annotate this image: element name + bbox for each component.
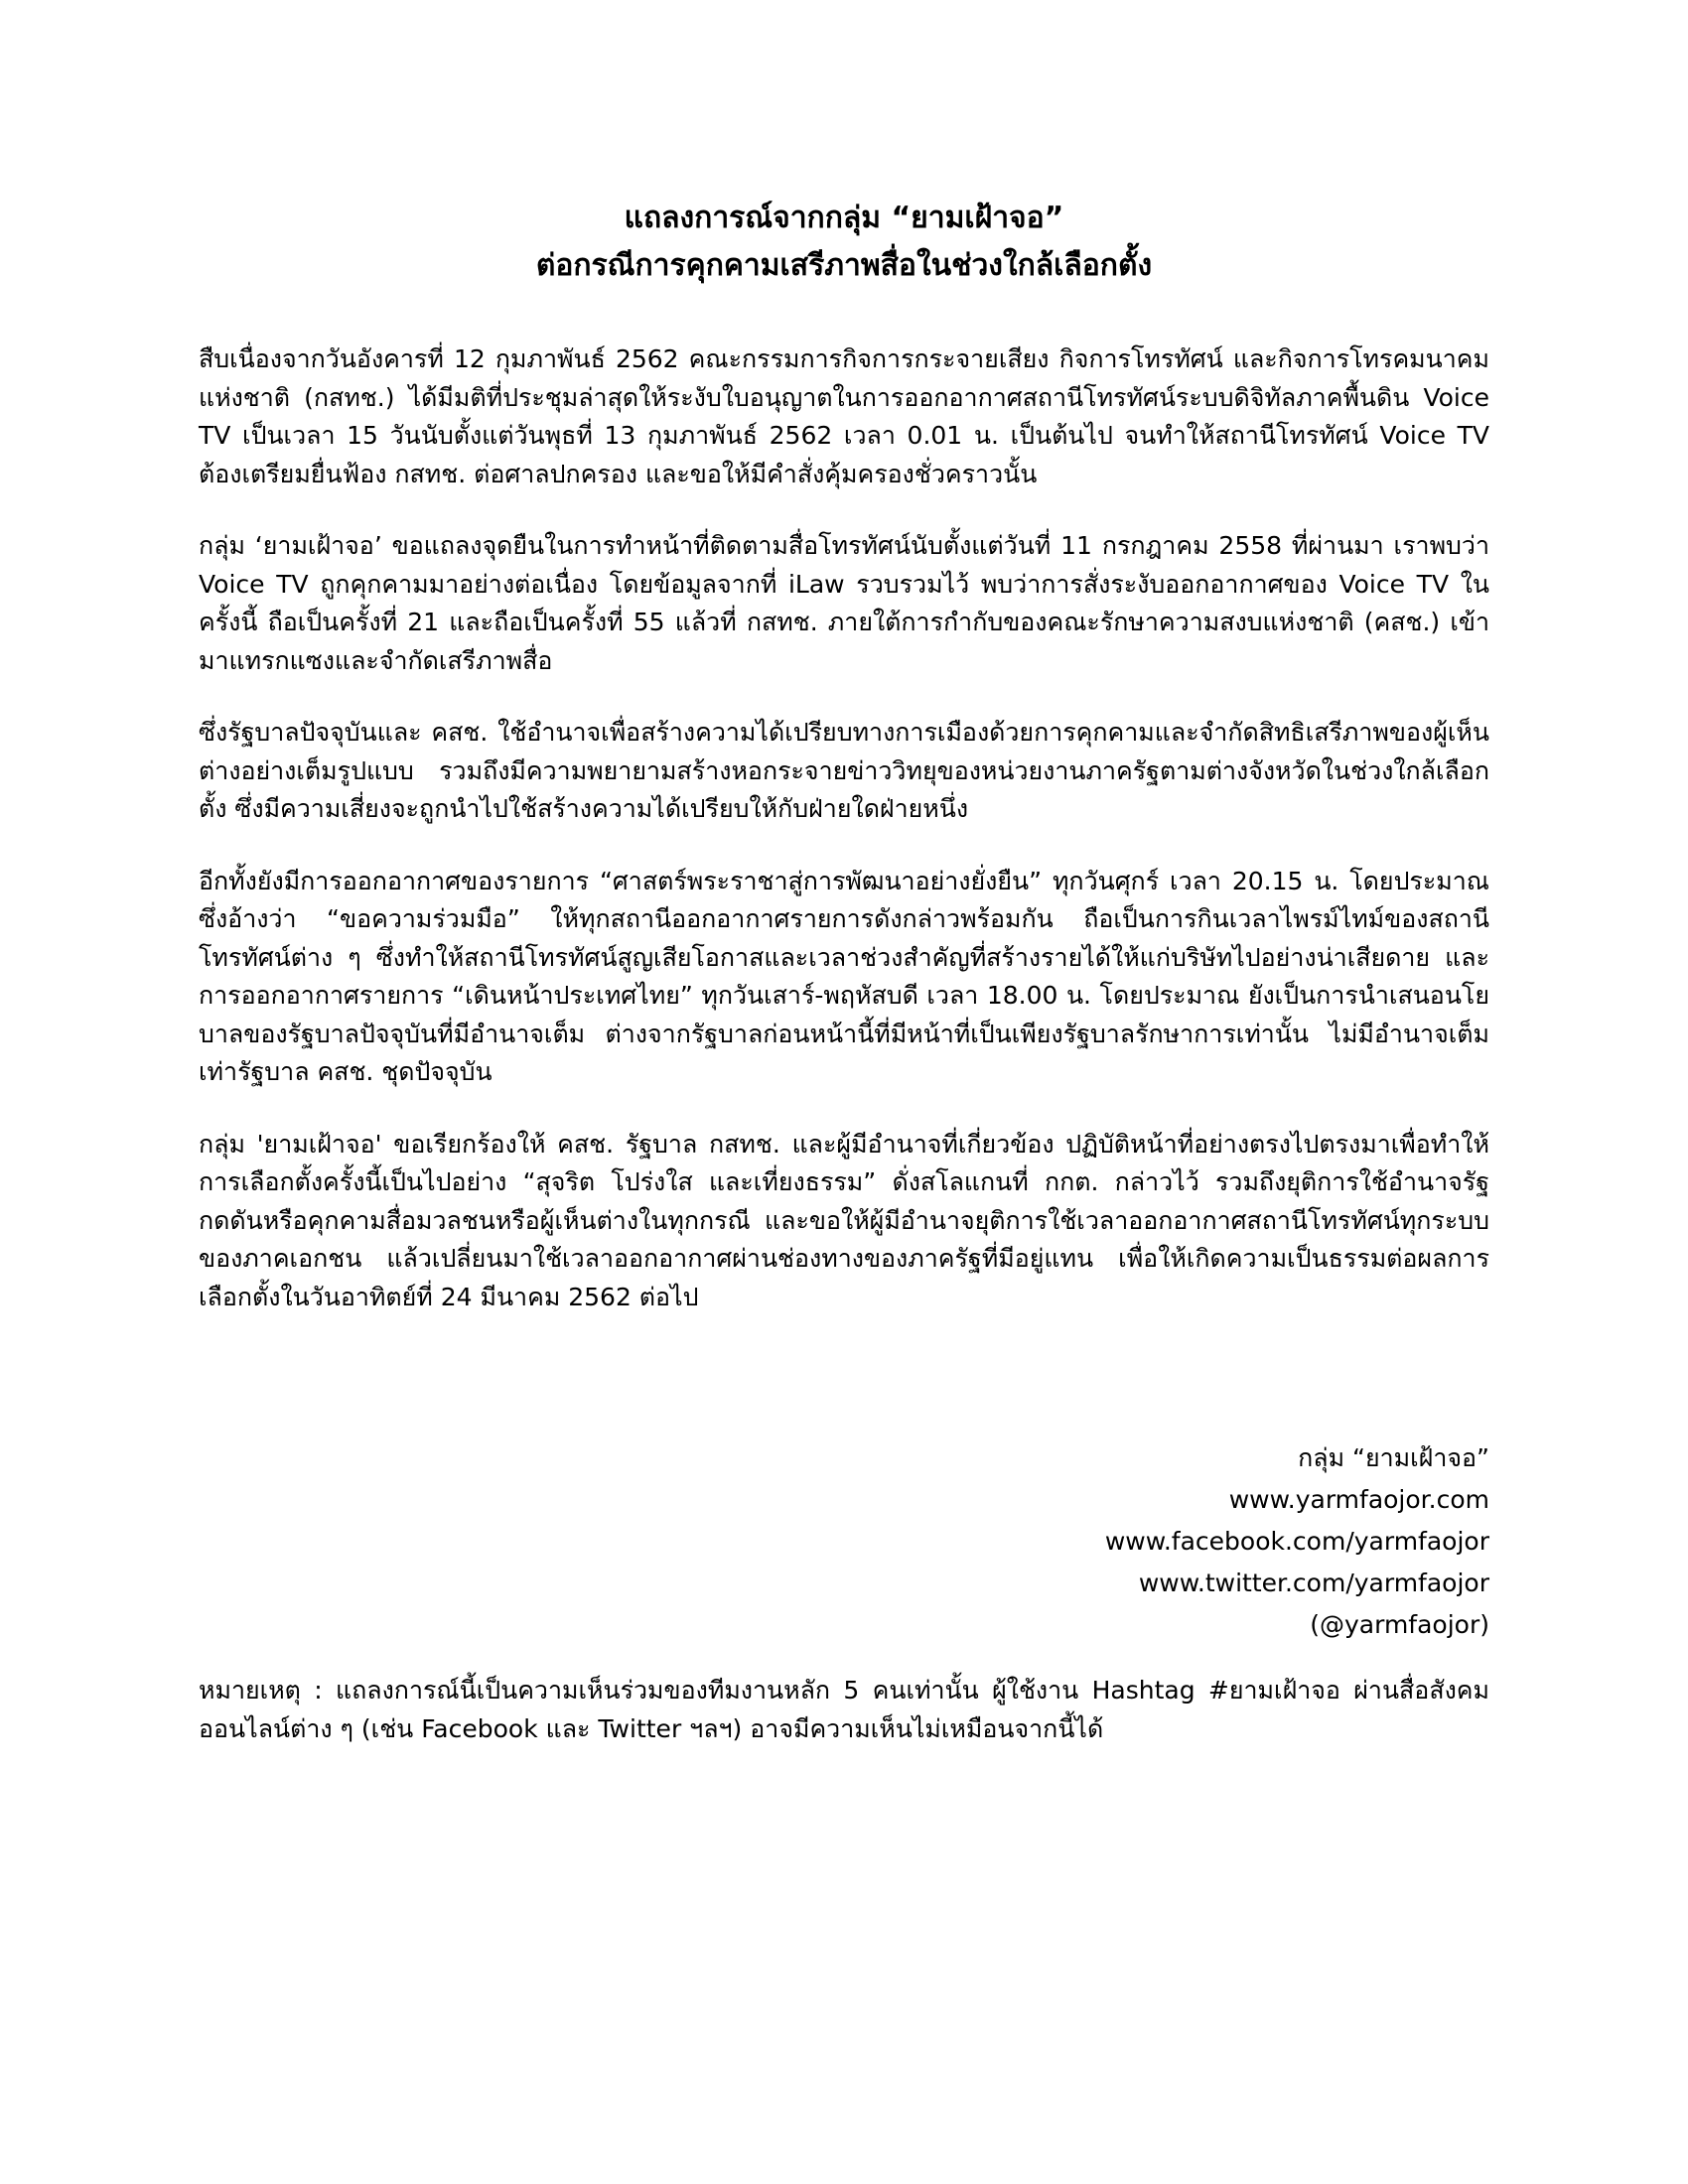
statement-body	[199, 341, 1489, 1350]
signature-block	[1105, 1437, 1489, 1646]
signature-handle: (@yarmfaojor)	[1310, 1610, 1489, 1639]
title-line-1: แถลงการณ์จากกลุ่ม “ยามเฝ้าจอ”	[624, 201, 1064, 235]
title-line-2: ต่อกรณีการคุกคามเสรีภาพสื่อในช่วงใกล้เลือกตั้ง	[535, 248, 1153, 283]
document-title	[0, 195, 1688, 290]
paragraph-2: กลุ่ม ‘ยามเฝ้าจอ’ ขอแถลงจุดยืนในการทำหน้าที่ติดตามสื่อโทรทัศน์นับตั้งแต่วันที่ 11 กรกฎาคม 2558 ที่ผ่านมา เราพบว่า Voice TV ถูกคุกคามมาอย่างต่อเนื่อง โดยข้อมูลจากที่ iLaw รวบรวมไว้ พบว่าการสั่งระงับออกอากาศของ Voice TV ในครั้งนี้ ถือเป็นครั้งที่ 21 และถือเป็นครั้งที่ 55 แล้วที่ กสทช. ภายใต้การกำกับของคณะรักษาความสงบแห่งชาติ (คสช.) เข้ามาแทรกแซงและจำกัดเสรีภาพสื่อ	[199, 531, 1489, 675]
signature-twitter: www.twitter.com/yarmfaojor	[1138, 1569, 1489, 1597]
paragraph-3: ซึ่งรัฐบาลปัจจุบันและ คสช. ใช้อำนาจเพื่อสร้างความได้เปรียบทางการเมืองด้วยการคุกคามและจำกัดสิทธิเสรีภาพของผู้เห็นต่างอย่างเต็มรูปแบบ รวมถึงมีความพยายามสร้างหอกระจายข่าววิทยุของหน่วยงานภาครัฐตามต่างจังหวัดในช่วงใกล้เลือกตั้ง ซึ่งมีความเสี่ยงจะถูกนำไปใช้สร้างความได้เปรียบให้กับฝ่ายใดฝ่ายหนึ่ง	[199, 718, 1489, 823]
footnote: หมายเหตุ : แถลงการณ์นี้เป็นความเห็นร่วมของทีมงานหลัก 5 คนเท่านั้น ผู้ใช้งาน Hashtag #ยามเฝ้าจอ ผ่านสื่อสังคมออนไลน์ต่าง ๆ (เช่น Facebook และ Twitter ฯลฯ) อาจมีความเห็นไม่เหมือนจากนี้ได้	[199, 1676, 1489, 1743]
paragraph-4: อีกทั้งยังมีการออกอากาศของรายการ “ศาสตร์พระราชาสู่การพัฒนาอย่างยั่งยืน” ทุกวันศุกร์ เวลา 20.15 น. โดยประมาณ ซึ่งอ้างว่า “ขอความร่วมมือ” ให้ทุกสถานีออกอากาศรายการดังกล่าวพร้อมกัน ถือเป็นการกินเวลาไพรม์ไทม์ของสถานีโทรทัศน์ต่าง ๆ ซึ่งทำให้สถานีโทรทัศน์สูญเสียโอกาสและเวลาช่วงสำคัญที่สร้างรายได้ให้แก่บริษัทไปอย่างน่าเสียดาย และการออกอากาศรายการ “เดินหน้าประเทศไทย” ทุกวันเสาร์-พฤหัสบดี เวลา 18.00 น. โดยประมาณ ยังเป็นการนำเสนอนโยบาลของรัฐบาลปัจจุบันที่มีอำนาจเต็ม ต่างจากรัฐบาลก่อนหน้านี้ที่มีหน้าที่เป็นเพียงรัฐบาลรักษาการเท่านั้น ไม่มีอำนาจเต็มเท่ารัฐบาล คสช. ชุดปัจจุบัน	[199, 866, 1489, 1086]
signature-facebook: www.facebook.com/yarmfaojor	[1104, 1527, 1489, 1556]
signature-group-name: กลุ่ม “ยามเฝ้าจอ”	[1298, 1443, 1489, 1472]
signature-website: www.yarmfaojor.com	[1228, 1485, 1489, 1514]
paragraph-1: สืบเนื่องจากวันอังคารที่ 12 กุมภาพันธ์ 2562 คณะกรรมการกิจการกระจายเสียง กิจการโทรทัศน์ และกิจการโทรคมนาคมแห่งชาติ (กสทช.) ได้มีมติที่ประชุมล่าสุดให้ระงับใบอนุญาตในการออกอากาศสถานีโทรทัศน์ระบบดิจิทัลภาคพื้นดิน Voice TV เป็นเวลา 15 วันนับตั้งแต่วันพุธที่ 13 กุมภาพันธ์ 2562 เวลา 0.01 น. เป็นต้นไป จนทำให้สถานีโทรทัศน์ Voice TV ต้องเตรียมยื่นฟ้อง กสทช. ต่อศาลปกครอง และขอให้มีคำสั่งคุ้มครองชั่วคราวนั้น	[199, 344, 1489, 488]
paragraph-5: กลุ่ม 'ยามเฝ้าจอ' ขอเรียกร้องให้ คสช. รัฐบาล กสทช. และผู้มีอำนาจที่เกี่ยวข้อง ปฏิบัติหน้าที่อย่างตรงไปตรงมาเพื่อทำให้การเลือกตั้งครั้งนี้เป็นไปอย่าง “สุจริต โปร่งใส และเที่ยงธรรม” ดั่งสโลแกนที่ กกต. กล่าวไว้ รวมถึงยุติการใช้อำนาจรัฐกดดันหรือคุกคามสื่อมวลชนหรือผู้เห็นต่างในทุกกรณี และขอให้ผู้มีอำนาจยุติการใช้เวลาออกอากาศสถานีโทรทัศน์ทุกระบบของภาคเอกชน แล้วเปลี่ยนมาใช้เวลาออกอากาศผ่านช่องทางของภาครัฐที่มีอยู่แทน เพื่อให้เกิดความเป็นธรรมต่อผลการเลือกตั้งในวันอาทิตย์ที่ 24 มีนาคม 2562 ต่อไป	[199, 1129, 1489, 1311]
